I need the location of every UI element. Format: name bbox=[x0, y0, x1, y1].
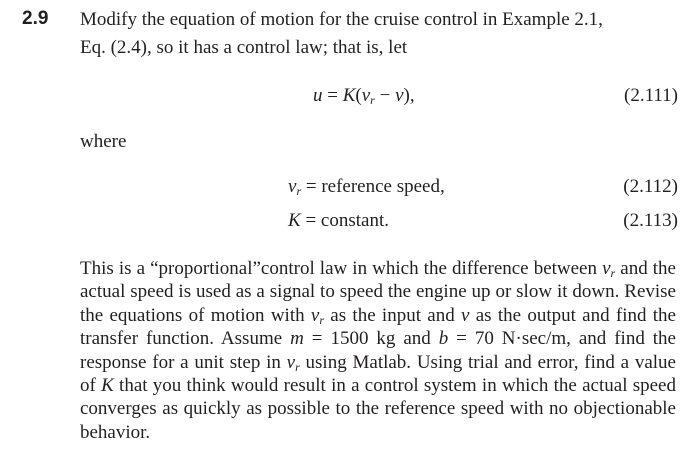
equation-number-2-111: (2.111) bbox=[624, 85, 678, 106]
equation-number-2-113: (2.113) bbox=[623, 210, 678, 231]
eq-u: u bbox=[313, 85, 323, 106]
problem-body-paragraph: This is a “proportional”control law in which the difference between $v_r$ and the actual speed is used as a signal to speed the engine up or slow it down. Revise the equations of motion with $v_r$ as the input and v as the output and find the transfer function. Assume m = 1500 kg and b = 70 N·sec/m, and find the response for a unit step in $v_r$ using Matlab. Using trial and error, find a value of K that you think would result in a control system in which the actual speed converges as quickly as possible to the reference speed with no objectionable behavior. bbox=[80, 258, 676, 443]
where-label: where bbox=[80, 131, 127, 152]
equation-2-111: $u = K(v_r - v)$, bbox=[313, 85, 415, 107]
intro-line-1: Modify the equation of motion for the cruise control in Example 2.1, bbox=[80, 9, 603, 30]
equation-2-112: $v_r$ = reference speed, bbox=[288, 176, 445, 198]
equation-2-113: K = constant. bbox=[288, 210, 389, 231]
eq-k: K bbox=[342, 85, 356, 106]
equation-number-2-112: (2.112) bbox=[623, 176, 678, 197]
intro-line-2: Eq. (2.4), so it has a control law; that is, let bbox=[80, 37, 408, 58]
problem-number: 2.9 bbox=[22, 8, 49, 29]
